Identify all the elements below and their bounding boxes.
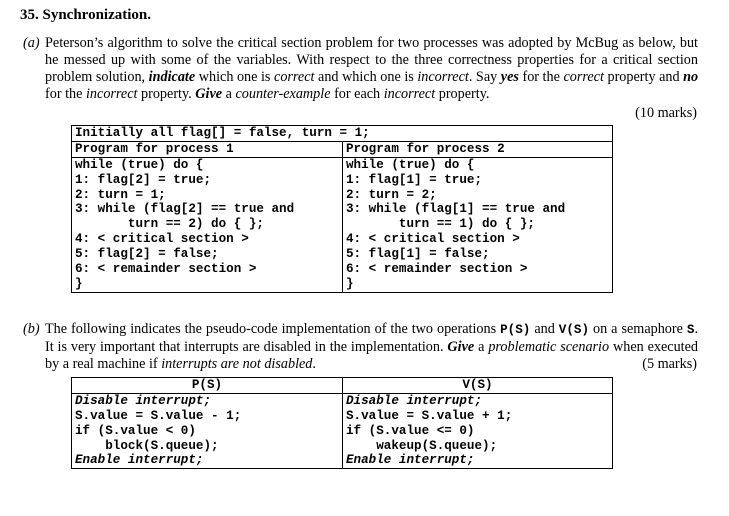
part-a-label: (a) bbox=[23, 35, 40, 51]
part-a-give: Give bbox=[195, 86, 223, 102]
code-line: turn == 2) do { }; bbox=[75, 217, 264, 232]
code-line: while (true) do { bbox=[75, 157, 204, 172]
code-line: 6: < remainder section > bbox=[346, 262, 528, 277]
part-a-text-8: property. bbox=[141, 86, 192, 102]
code-line: Disable interrupt; bbox=[75, 393, 212, 408]
code-line: Enable interrupt; bbox=[346, 453, 475, 468]
part-b-text-2: and bbox=[534, 321, 555, 337]
p-operation: P(S) bbox=[500, 323, 531, 337]
part-b-marks: (5 marks) bbox=[642, 356, 697, 372]
code-line: } bbox=[75, 276, 83, 291]
code-line: 1: flag[1] = true; bbox=[346, 172, 483, 187]
part-b-paragraph bbox=[23, 321, 699, 373]
peterson-table bbox=[71, 125, 613, 293]
code-line: 1: flag[2] = true; bbox=[75, 172, 212, 187]
part-a-incorrect: incorrect bbox=[417, 69, 469, 85]
part-a-marks: (10 marks) bbox=[635, 105, 697, 121]
semaphore-table bbox=[71, 377, 613, 469]
code-line: block(S.queue); bbox=[75, 438, 219, 453]
code-line: if (S.value <= 0) bbox=[346, 423, 475, 438]
p1-code bbox=[72, 157, 343, 292]
part-b-problematic-scenario: problematic scenario bbox=[488, 339, 610, 355]
question-title: 35. Synchronization. bbox=[20, 7, 151, 23]
p1-title: Program for process 1 bbox=[72, 141, 343, 157]
semaphore-var: S bbox=[686, 323, 695, 337]
part-a-text-2: which one is bbox=[198, 69, 271, 85]
part-b-text-3: on a semaphore bbox=[593, 321, 683, 337]
v-code bbox=[343, 393, 613, 468]
peterson-header: Initially all flag[] = false, turn = 1; bbox=[72, 126, 613, 142]
code-line: while (true) do { bbox=[346, 157, 475, 172]
code-line: 3: while (flag[2] == true and bbox=[75, 202, 295, 217]
code-line: if (S.value < 0) bbox=[75, 423, 196, 438]
part-a-indicate: indicate bbox=[148, 69, 196, 85]
part-a-counter-example: counter-example bbox=[235, 86, 331, 102]
part-a-text-9: a bbox=[225, 86, 232, 102]
part-a-incorrect-3: incorrect bbox=[383, 86, 436, 102]
code-line: wakeup(S.queue); bbox=[346, 438, 498, 453]
code-line: 5: flag[2] = false; bbox=[75, 247, 219, 262]
part-b-text-7: . bbox=[312, 356, 316, 372]
part-a-text-4: . Say bbox=[468, 69, 498, 85]
code-line: Disable interrupt; bbox=[346, 393, 483, 408]
part-b-text-5: a bbox=[478, 339, 485, 355]
code-line: 2: turn = 2; bbox=[346, 187, 437, 202]
p-code bbox=[72, 393, 343, 468]
part-b-text-1: The following indicates the pseudo-code implementation of the two operations bbox=[45, 321, 497, 337]
part-a-correct-2: correct bbox=[563, 69, 604, 85]
p-title: P(S) bbox=[72, 378, 343, 394]
code-line: } bbox=[346, 276, 354, 291]
code-line: 6: < remainder section > bbox=[75, 262, 257, 277]
v-operation: V(S) bbox=[558, 323, 590, 337]
code-line: S.value = S.value - 1; bbox=[75, 408, 242, 423]
code-line: S.value = S.value + 1; bbox=[346, 408, 513, 423]
part-b-give: Give bbox=[447, 339, 475, 355]
part-a-text-5: for the bbox=[522, 69, 560, 85]
part-a-text-11: property. bbox=[438, 86, 490, 102]
p2-title: Program for process 2 bbox=[343, 141, 613, 157]
part-b-text-4: . It is very important that interrupts are disabled in the implementation. bbox=[45, 321, 699, 355]
code-line: 5: flag[1] = false; bbox=[346, 247, 490, 262]
part-a-text-3: and which one is bbox=[318, 69, 414, 85]
code-line: Enable interrupt; bbox=[75, 453, 204, 468]
part-b-label: (b) bbox=[23, 321, 40, 337]
part-a-text-7: for the bbox=[45, 86, 83, 102]
part-a-text-10: for each bbox=[334, 86, 381, 102]
code-line: 2: turn = 1; bbox=[75, 187, 166, 202]
part-a-text-1: Peterson’s algorithm to solve the critical section problem for two processes was adopted by McBug as below, but he messed up with some of the variables. With respect to the three correctness properties for a critical section problem solution, bbox=[45, 35, 698, 85]
code-line: 4: < critical section > bbox=[346, 232, 520, 247]
part-a-text-6: property and bbox=[607, 69, 680, 85]
part-b-text-6: when executed by a real machine if bbox=[45, 339, 699, 372]
part-a-no: no bbox=[683, 69, 699, 85]
part-a-incorrect-2: incorrect bbox=[85, 86, 138, 102]
p2-code bbox=[343, 157, 613, 292]
code-line: 4: < critical section > bbox=[75, 232, 249, 247]
part-b-interrupts-not-disabled: interrupts are not disabled bbox=[161, 356, 313, 372]
part-a-paragraph bbox=[23, 35, 699, 103]
code-line: 3: while (flag[1] == true and bbox=[346, 202, 566, 217]
part-a-correct: correct bbox=[274, 69, 315, 85]
v-title: V(S) bbox=[343, 378, 613, 394]
part-a-yes: yes bbox=[500, 69, 519, 85]
code-line: turn == 1) do { }; bbox=[346, 217, 535, 232]
